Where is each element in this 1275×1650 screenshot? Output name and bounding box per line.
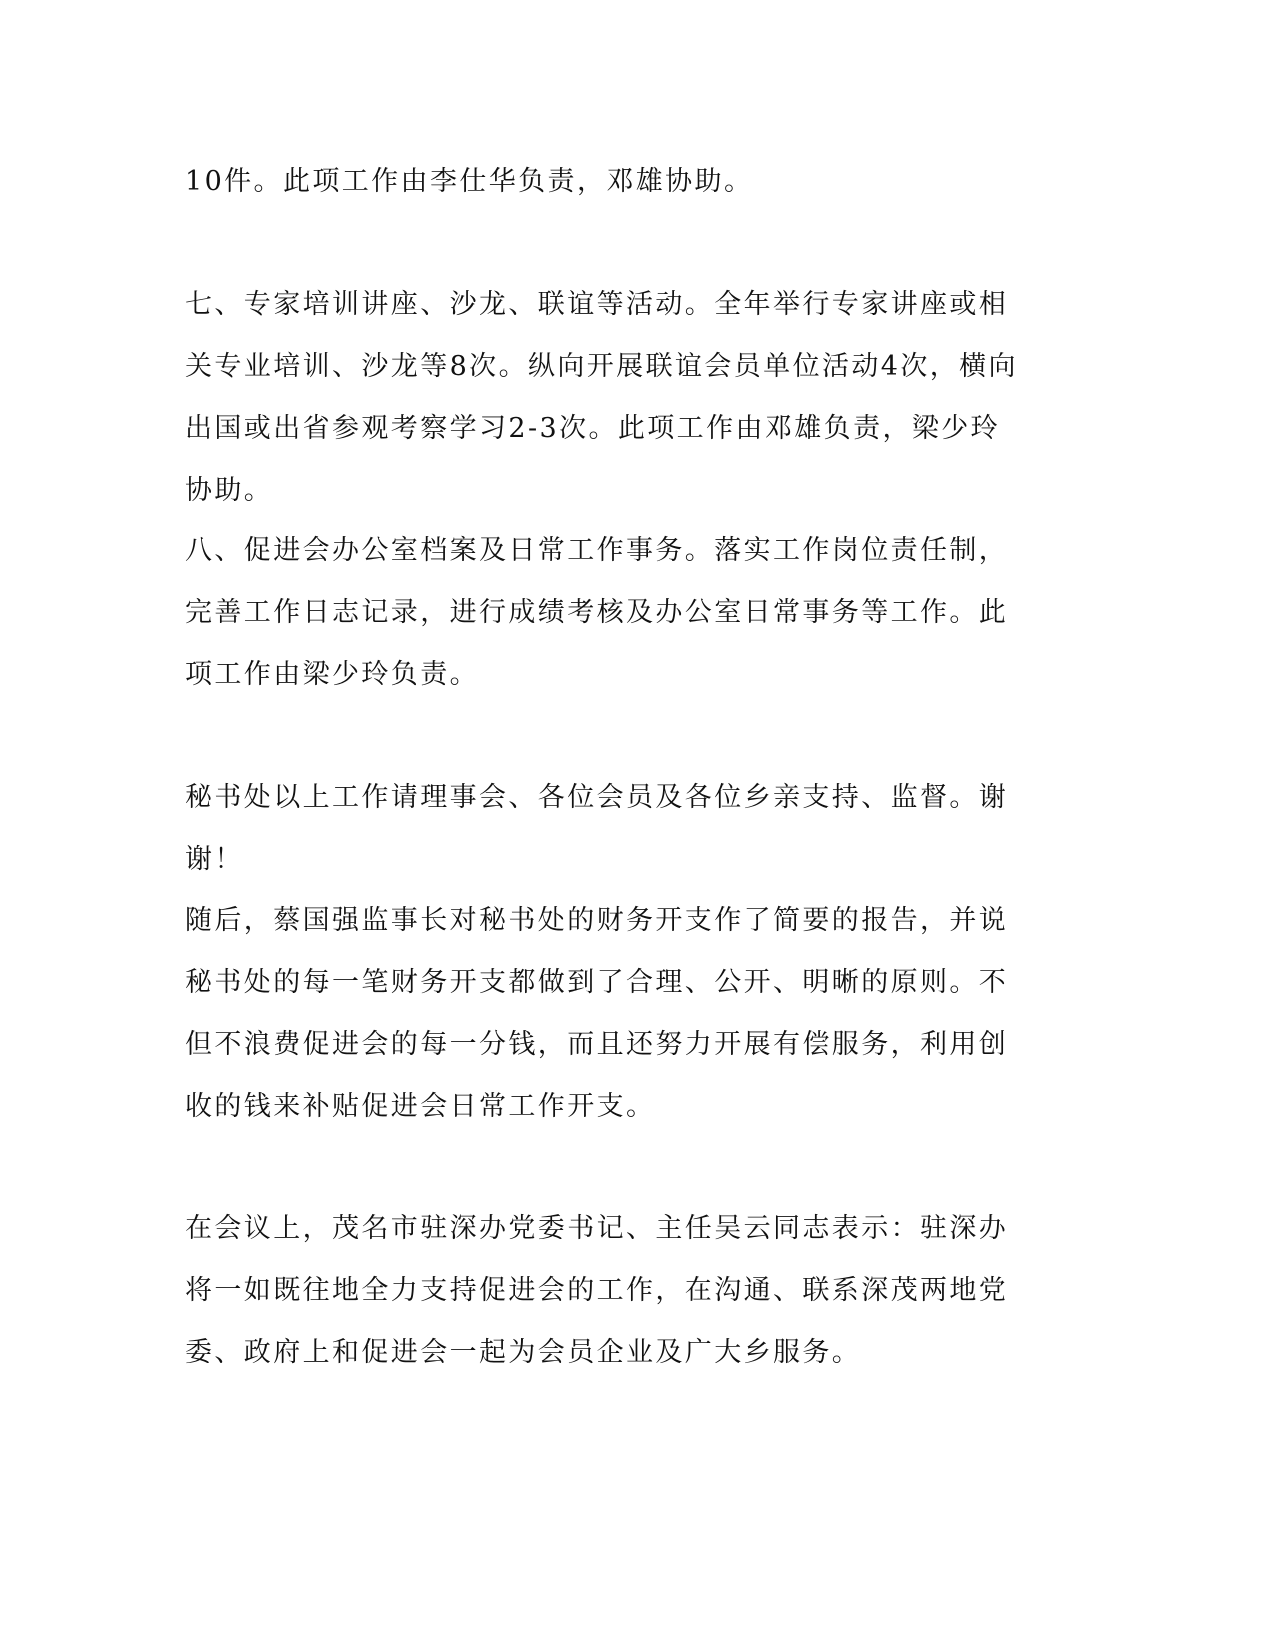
paragraph-item-seven: 七、专家培训讲座、沙龙、联谊等活动。全年举行专家讲座或相关专业培训、沙龙等8次。纵向开展联谊会员单位活动4次，横向出国或出省参观考察学习2-3次。此项工作由邓雄负责，梁少玲协助。: [185, 289, 1018, 506]
paragraph-office-statement: 在会议上，茂名市驻深办党委书记、主任吴云同志表示：驻深办将一如既往地全力支持促进会的工作，在沟通、联系深茂两地党委、政府上和促进会一起为会员企业及广大乡服务。: [185, 1213, 1009, 1368]
paragraph-item-eight: 八、促进会办公室档案及日常工作事务。落实工作岗位责任制，完善工作日志记录，进行成绩考核及办公室日常事务等工作。此项工作由梁少玲负责。: [185, 535, 1009, 690]
paragraph-continuation: 10件。此项工作由李仕华负责，邓雄协助。: [185, 166, 754, 197]
paragraph-closing-thanks: 秘书处以上工作请理事会、各位会员及各位乡亲支持、监督。谢谢！: [185, 782, 1009, 875]
paragraph-finance-report: 随后，蔡国强监事长对秘书处的财务开支作了简要的报告，并说秘书处的每一笔财务开支都做到了合理、公开、明晰的原则。不但不浪费促进会的每一分钱，而且还努力开展有偿服务，利用创收的钱来补贴促进会日常工作开支。: [185, 905, 1009, 1122]
